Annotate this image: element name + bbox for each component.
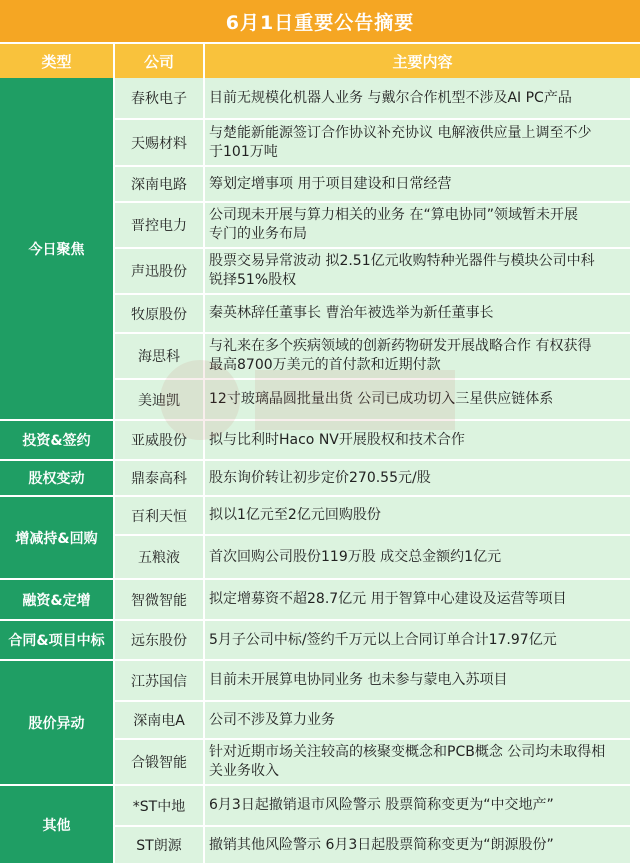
table-row (115, 461, 640, 495)
content-cell (205, 621, 630, 659)
content-cell (205, 702, 630, 738)
content-line: 与礼来在多个疾病领域的创新药物研发开展战略合作 有权获得 (209, 338, 592, 354)
content-cell (205, 334, 630, 378)
table-row (115, 421, 640, 459)
content-line: 锐择51%股权 (209, 272, 297, 288)
content-cell (205, 249, 630, 293)
table-row (115, 827, 640, 863)
content-cell (205, 580, 630, 619)
content-line: 股东询价转让初步定价270.55元/股 (209, 469, 431, 486)
content-line: 筹划定增事项 用于项目建设和日常经营 (209, 175, 452, 192)
content-line: 撤销其他风险警示 6月3日起股票简称变更为“朗源股份” (209, 836, 554, 853)
table-row (115, 661, 640, 700)
company-cell: 亚威股份 (115, 421, 203, 459)
table-body (0, 78, 640, 865)
company-cell: 深南电路 (115, 167, 203, 201)
content-line: 与楚能新能源签订合作协议补充协议 电解液供应量上调至不少 (209, 124, 592, 141)
content-cell (205, 78, 630, 118)
content-line: 12寸玻璃晶圆批量出货 公司已成功切入三星供应链体系 (209, 391, 554, 407)
table-row (115, 580, 640, 619)
company-cell: 江苏国信 (115, 661, 203, 700)
content-line: 最高8700万美元的首付款和近期付款 (209, 357, 441, 373)
category-label: 增减持&回购 (0, 497, 113, 578)
company-cell: 海思科 (115, 334, 203, 378)
table-row (115, 740, 640, 784)
category-label: 股权变动 (0, 461, 113, 495)
category-label: 融资&定增 (0, 580, 113, 619)
category-label: 合同&项目中标 (0, 621, 113, 659)
table-row (115, 120, 640, 165)
header-company: 公司 (143, 52, 174, 71)
content-line: 目前未开展算电协同业务 也未参与蒙电入苏项目 (209, 672, 508, 688)
content-cell (205, 421, 630, 459)
company-cell: 深南电A (115, 702, 203, 738)
company-cell: 鼎泰高科 (115, 461, 203, 495)
company-cell: 合锻智能 (115, 740, 203, 784)
content-cell (205, 497, 630, 534)
company-cell: 美迪凯 (115, 380, 203, 419)
table-row (115, 334, 640, 378)
company-cell: 春秋电子 (115, 78, 203, 118)
table-row (115, 167, 640, 201)
content-line: 于101万吨 (209, 143, 278, 160)
content-cell (205, 827, 630, 863)
content-cell (205, 740, 630, 784)
header-type: 类型 (41, 52, 72, 71)
content-cell (205, 380, 630, 419)
content-line: 针对近期市场关注较高的核聚变概念和PCB概念 公司均未取得相 (209, 744, 606, 760)
table-row (115, 203, 640, 247)
table-row (115, 380, 640, 419)
content-line: 目前无规模化机器人业务 与戴尔合作机型不涉及AI PC产品 (209, 89, 572, 106)
category-label: 其他 (0, 786, 113, 863)
content-cell (205, 536, 630, 578)
table-row (115, 786, 640, 825)
content-line: 首次回购公司股份119万股 成交总金额约1亿元 (209, 548, 502, 565)
table-header (0, 42, 640, 78)
table-row (115, 497, 640, 534)
content-line: 股票交易异常波动 拟2.51亿元收购特种光器件与模块公司中科 (209, 253, 595, 269)
company-cell: 远东股份 (115, 621, 203, 659)
content-line: 专门的业务布局 (209, 226, 307, 242)
content-line: 5月子公司中标/签约千万元以上合同订单合计17.97亿元 (209, 631, 557, 648)
content-line: 秦英林辞任董事长 曹治年被选举为新任董事长 (209, 305, 494, 321)
page-title: 6月1日重要公告摘要 (0, 0, 640, 42)
content-line: 公司不涉及算力业务 (209, 711, 335, 728)
content-line: 公司现未开展与算力相关的业务 在“算电协同”领域暂未开展 (209, 207, 578, 223)
company-cell: 晋控电力 (115, 203, 203, 247)
company-cell: 五粮液 (115, 536, 203, 578)
category-label: 股价异动 (0, 661, 113, 784)
company-cell: 声迅股份 (115, 249, 203, 293)
content-cell (205, 120, 630, 165)
table-row (115, 621, 640, 659)
category-label: 投资&签约 (0, 421, 113, 459)
table-row (115, 295, 640, 332)
content-line: 拟定增募资不超28.7亿元 用于智算中心建设及运营等项目 (209, 591, 567, 607)
content-line: 关业务收入 (209, 763, 279, 779)
content-line: 拟以1亿元至2亿元回购股份 (209, 507, 381, 523)
company-cell: 百利天恒 (115, 497, 203, 534)
content-cell (205, 295, 630, 332)
content-cell (205, 786, 630, 825)
content-cell (205, 203, 630, 247)
table-row (115, 78, 640, 118)
table-row (115, 249, 640, 293)
content-cell (205, 461, 630, 495)
company-cell: 智微智能 (115, 580, 203, 619)
header-content: 主要内容 (392, 52, 453, 71)
content-line: 6月3日起撤销退市风险警示 股票简称变更为“中交地产” (209, 797, 554, 813)
company-cell: *ST中地 (115, 786, 203, 825)
table-row (115, 702, 640, 738)
company-cell: ST朗源 (115, 827, 203, 863)
table-row (115, 536, 640, 578)
content-line: 拟与比利时Haco NV开展股权和技术合作 (209, 431, 465, 448)
content-cell (205, 167, 630, 201)
company-cell: 天赐材料 (115, 120, 203, 165)
company-cell: 牧原股份 (115, 295, 203, 332)
content-cell (205, 661, 630, 700)
category-label: 今日聚焦 (0, 78, 113, 419)
